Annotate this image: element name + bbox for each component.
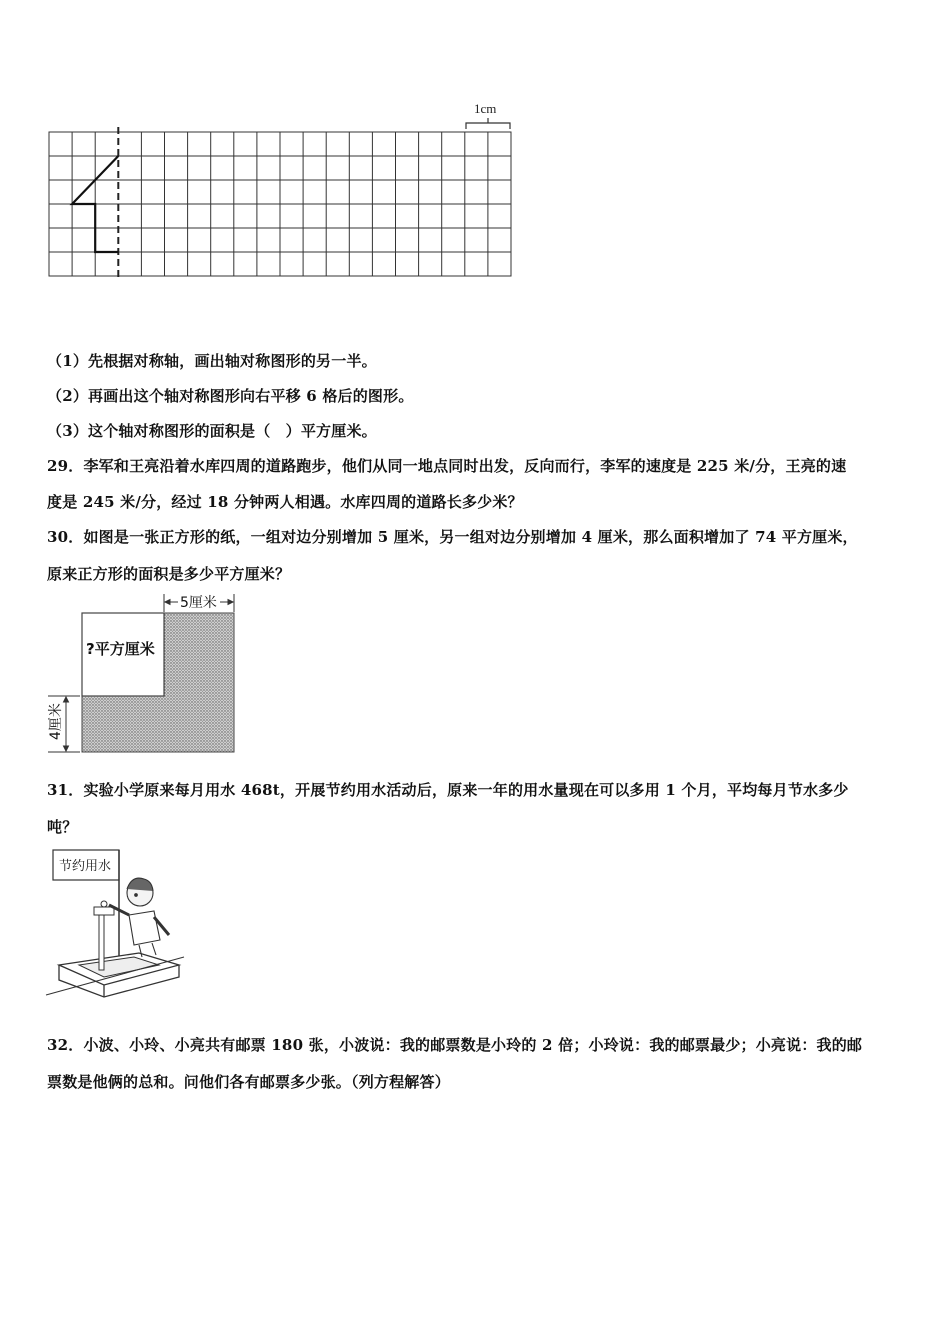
sub-question-2: （2）再画出这个轴对称图形向右平移 6 格后的图形。 — [47, 387, 414, 405]
scale-bracket — [466, 118, 510, 129]
side-dimension-label: 4厘米 — [48, 703, 64, 740]
boy-figure — [109, 878, 169, 957]
scale-label: 1cm — [474, 101, 497, 116]
faucet-pipe — [99, 910, 104, 970]
question-32-line-1: 32．小波、小玲、小亮共有邮票 180 张，小波说：我的邮票数是小玲的 2 倍；小玲说：我的邮票最少；小亮说：我的邮 — [47, 1036, 863, 1054]
square-area-label: ?平方厘米 — [86, 640, 155, 658]
water-saving-illustration — [44, 845, 194, 1000]
grid-figure — [40, 95, 520, 285]
question-30-line-1: 30．如图是一张正方形的纸，一组对边分别增加 5 厘米，另一组对边分别增加 4 厘米，那么面积增加了 74 平方厘米， — [47, 528, 858, 546]
question-31-line-1: 31．实验小学原来每月用水 468t，开展节约用水活动后，原来一年的用水量现在可以多用 1 个月，平均每月节水多少 — [47, 781, 849, 799]
faucet-icon — [94, 907, 114, 915]
question-30-line-2: 原来正方形的面积是多少平方厘米？ — [47, 565, 291, 583]
question-29-line-1: 29．李军和王亮沿着水库四周的道路跑步，他们从同一地点同时出发，反向而行，李军的速度是 225 米/分，王亮的速 — [47, 457, 847, 475]
question-29-line-2: 度是 245 米/分，经过 18 分钟两人相遇。水库四周的道路长多少米？ — [47, 493, 523, 511]
question-31-line-2: 吨？ — [47, 818, 78, 836]
top-dimension-label: 5厘米 — [180, 595, 217, 611]
sign-label: 节约用水 — [59, 859, 112, 874]
sub-question-3: （3）这个轴对称图形的面积是（ ）平方厘米。 — [47, 422, 377, 440]
question-32-line-2: 票数是他俩的总和。问他们各有邮票多少张。（列方程解答） — [47, 1073, 450, 1091]
sub-question-1: （1）先根据对称轴，画出轴对称图形的另一半。 — [47, 352, 377, 370]
square-paper-figure — [44, 590, 244, 756]
